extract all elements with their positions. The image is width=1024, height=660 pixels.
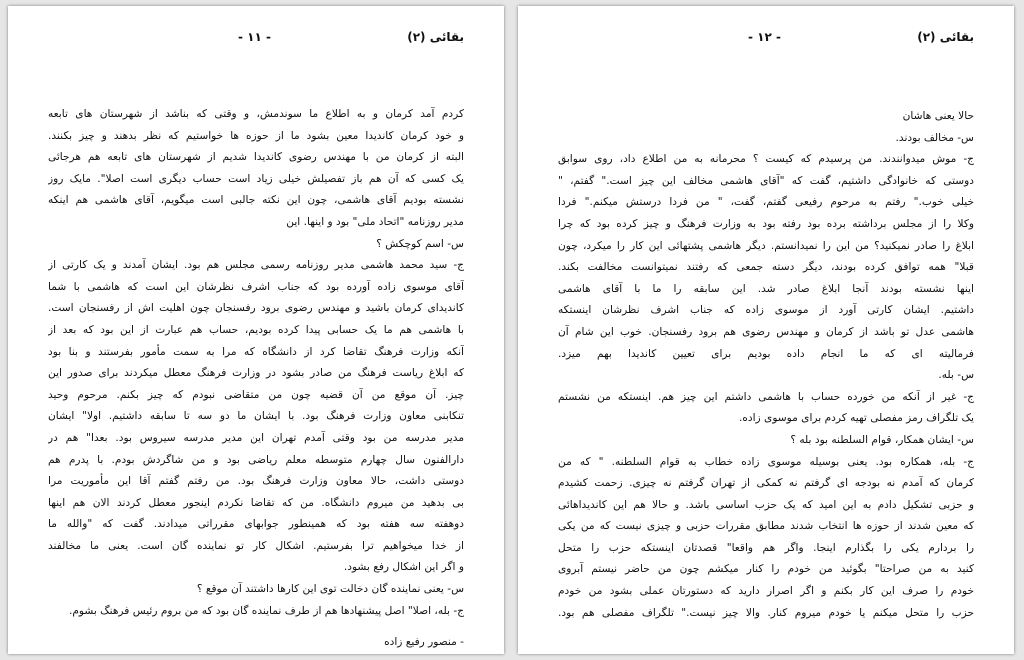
text-line: از خدا میخواهیم ترا بفرستیم. اشکال کار تو نماینده گان است. یعنی ما مخالفند <box>48 539 464 552</box>
text-line: خودم را صرف این کار بکنم و اگر اصرار دارید که دستورتان عملی بشود من خودم <box>558 585 974 598</box>
text-line: هاشمی عدل تو باشد از کرمان و مهندس رضوی هم برود رفسنجان. خوب این شام آن <box>558 325 974 338</box>
text-line: نشسته بودیم آقای هاشمی، چون این نکته جالبی است میگویم، آقای هاشمی هم اینکه <box>48 194 464 207</box>
text-line: دوستی داشت، حالا معاون وزارت فرهنگ بود. من رفتم گفتم آقا این مأموریت مرا <box>48 475 464 488</box>
text-line: آقای موسوی زاده آورده بود که جناب اشرف نظرشان این است که هاشمی با شما <box>48 280 464 293</box>
text-line: را بردارم یکی را بگذارم اینجا. واگر هم واقعا" قصدتان اینستکه حزب را متحل <box>558 541 974 554</box>
text-line: ج- سید محمد هاشمی مدیر روزنامه رسمی مجلس هم بود. ایشان آمدند و یک کارتی از <box>48 259 464 272</box>
text-line: و اگر این اشکال رفع بشود. <box>343 561 464 574</box>
document-page-11 <box>8 6 504 654</box>
text-line: البته از کرمان من با مهندس رضوی کاندیدا شدیم از شهرستان های تابعه هم هرجائی <box>48 151 464 164</box>
text-line: داشتیم. ایشان کارتی آورد از موسوی زاده که جناب اشرف نظرشان اینستکه <box>558 304 974 317</box>
text-line: یک تلگراف رمز مفصلی تهیه کردم برای موسوی زاده. <box>738 412 974 425</box>
text-line: حزب را متحل میکنم یا خودم میروم کنار. والا چیز نیست." تلگراف مفصلی هم بود. <box>558 606 974 619</box>
text-line: ج- بله، همکاره بود. یعنی بوسیله موسوی زاده خطاب به قوام السلطنه. " که من <box>558 455 974 468</box>
text-line: ج- غیر از آنکه من خورده حساب با هاشمی داشتم این چیز هم. اینستکه من نشستم <box>558 390 974 403</box>
text-line: فرمالیته ای که ما انجام داده بودیم برای تعیین کاندیدا بهم میزد. <box>558 347 974 360</box>
text-line: که ابلاغ ریاست فرهنگ من صادر بشود در وزارت فرهنگ معطل میکردند برای صدور این <box>48 367 464 380</box>
text-line: بی بدهید من میروم دانشگاه. من که تقاضا نکردم اینجور معطل کردند الان هم اینها <box>48 496 464 509</box>
text-line: وکلا را از مجلس برداشته برده بود رفته بود به وزارت فرهنگ و چیز کرده بود که چرا <box>558 217 974 230</box>
page-header <box>558 30 974 50</box>
text-line: آنکه وزارت فرهنگ تقاضا کرد از دانشگاه که مرا به سمت مأمور بفرستند و بنا بود <box>48 345 464 358</box>
text-line: با هاشمی هم ما یک حسابی پیدا کرده بودیم، حساب هم عبارت از این بود که بعد از <box>48 323 464 336</box>
footnote: - منصور رفیع زاده <box>384 636 464 649</box>
text-line: حالا یعنی هاشان <box>902 110 974 122</box>
text-line: دارالفنون سال چهارم متوسطه معلم ریاضی بود و من شاگردش بودم. با پدرم هم <box>48 453 464 466</box>
text-line: قبلا" همه توافق کرده بودند، دیگر دسته جمعی که رفتند نمیتوانست مخالفت بکند. <box>558 261 974 274</box>
text-line: مدیر مدرسه من بود وقتی آمدم تهران این مدیر مدرسه سیروس بود. بعدا" هم در <box>48 431 464 444</box>
page-number: - ۱۱ - <box>238 30 271 44</box>
text-line: که معین شدند از حوزه ها انتخاب شدند مطابق مقررات حزبی و چیزی نیست که من یکی <box>558 520 974 533</box>
text-line: س- بله. <box>938 369 974 382</box>
text-line: اینها نشسته بودند آنجا ابلاغ صادر شد. این سابقه را ما با آقای هاشمی <box>558 282 974 295</box>
text-line: دوهفته سه هفته بود که همینطور جوابهای مقرراتی میدادند. گفت که "والله ما <box>48 518 464 531</box>
page-header <box>48 30 464 50</box>
text-line: کاندیدای کرمان باشید و مهندس رضوی برود رفسنجان چون اهلیت اش از رفسنجان است. <box>48 302 464 315</box>
text-line: کنید به من صراحتا" بگوئید من خودم را کنار میکشم چون من حاضر نیستم آبروی <box>558 563 974 576</box>
text-line: س- مخالف بودند. <box>895 131 974 144</box>
header-title: بقائی (۲) <box>407 30 464 44</box>
text-line: یک کسی که آن هم باز تفصیلش خیلی زیاد است حساب دیگری است اصلا". مایک روز <box>48 172 464 185</box>
page-body <box>558 106 974 624</box>
text-line: چیز. آن موقع من آن قضیه چون من متقاضی نبودم که چیز بکنم. مرحوم وحید <box>48 388 464 401</box>
page-body <box>48 104 464 654</box>
text-line: ج- موش میدوانندند. من پرسیدم که کیست ؟ محرمانه به من اطلاع داد، روی سوابق <box>558 153 974 166</box>
text-line: ج- بله، اصلا" اصل پیشنهادها هم از طرف نماینده گان بود که من بروم رئیس فرهنگ بشوم. <box>69 604 464 617</box>
text-line: مدیر روزنامه "اتحاد ملی" بود و اینها. این <box>286 215 464 228</box>
text-line: س- ایشان همکار، قوام السلطنه بود بله ؟ <box>790 433 974 446</box>
text-line: کردم آمد کرمان و به اطلاع ما سوندمش، و وقتی که بناشد از شهرستان های تابعه <box>48 108 464 120</box>
text-line: کرمان که آمدم نه بودجه ای گرفتم نه کمکی از تهران گرفتم نه چیزی. زحمت کشیدم <box>558 477 974 490</box>
header-title: بقائی (۲) <box>917 30 974 44</box>
document-page-12 <box>518 6 1014 654</box>
text-line: دوستی که خانوادگی داشتیم، گفت که "آقای هاشمی مخالف این چیز است." گفتم، " <box>558 174 974 187</box>
text-line: تنکابنی معاون وزارت فرهنگ بود. با ایشان ما دو سه تا سابقه داشتیم. اولا" ایشان <box>48 410 464 423</box>
text-line: و حزبی تشکیل دادم به این امید که یک حزب اساسی باشد. و حالا هم این کاندیداهائی <box>558 498 974 511</box>
text-line: و خود کرمان کاندیدا معین بشود ما از حوزه ها خواستیم که نظر بدهند و چیز بکنند. <box>48 129 464 142</box>
page-number: - ۱۲ - <box>748 30 781 44</box>
text-line: خیلی خوب." رفتم به مرحوم رفیعی گفتم، گفت، " من فردا درستش میکنم." فردا <box>558 196 974 209</box>
text-line: س- اسم کوچکش ؟ <box>376 237 464 250</box>
text-line: ابلاغ را صادر نمیکنید؟ من این را نمیدانستم. دیگر هاشمی پشتهائی این کار را میکرد، چون <box>558 239 974 252</box>
text-line: س- یعنی نماینده گان دخالت توی این کارها داشتند آن موقع ؟ <box>196 583 464 596</box>
